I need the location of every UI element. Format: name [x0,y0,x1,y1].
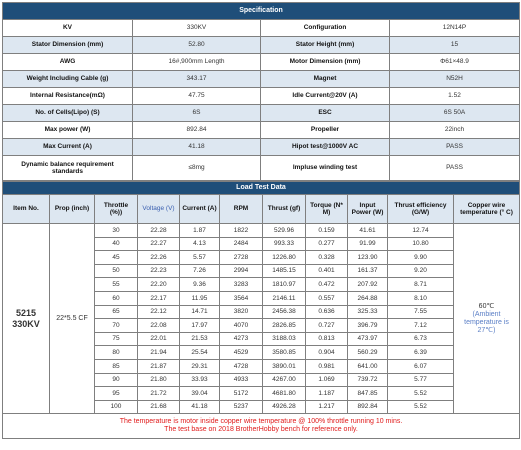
ambient-temp-note: (Ambient temperature is 27℃) [464,310,509,334]
input-power-cell: 207.92 [348,278,388,292]
voltage-cell: 22.20 [138,278,180,292]
col-rpm: RPM [220,195,263,224]
spec-value: 6S [133,105,261,122]
efficiency-cell: 9.90 [388,251,454,265]
efficiency-cell: 6.39 [388,346,454,360]
thrust-cell: 3188.03 [263,332,306,346]
copper-temp-cell [454,224,520,414]
spec-label: AWG [3,54,133,71]
efficiency-cell: 6.73 [388,332,454,346]
spec-label: Dynamic balance requirement standards [3,156,133,181]
spec-value: N52H [390,71,520,88]
specification-title: Specification [3,3,520,20]
input-power-cell: 396.79 [348,319,388,333]
spec-row [3,156,520,181]
torque-cell: 0.636 [306,305,348,319]
torque-cell: 0.727 [306,319,348,333]
spec-value: 892.84 [133,122,261,139]
efficiency-cell: 9.20 [388,264,454,278]
input-power-cell: 739.72 [348,373,388,387]
thrust-cell: 2456.38 [263,305,306,319]
rpm-cell: 4529 [220,346,263,360]
efficiency-cell: 8.71 [388,278,454,292]
spec-value: PASS [390,156,520,181]
current-cell: 25.54 [180,346,220,360]
spec-row [3,122,520,139]
spec-label: Idle Current@20V (A) [261,88,390,105]
spec-value: 330KV [133,20,261,37]
rpm-cell: 2994 [220,264,263,278]
rpm-cell: 4728 [220,359,263,373]
rpm-cell: 2484 [220,237,263,251]
rpm-cell: 4273 [220,332,263,346]
motor-kv: 330KV [12,318,40,329]
current-cell: 39.04 [180,387,220,401]
efficiency-cell: 7.55 [388,305,454,319]
spec-value: 12N14P [390,20,520,37]
rpm-cell: 2728 [220,251,263,265]
rpm-cell: 4070 [220,319,263,333]
efficiency-cell: 6.07 [388,359,454,373]
spec-label: Propeller [261,122,390,139]
voltage-cell: 21.94 [138,346,180,360]
spec-label: Max Current (A) [3,139,133,156]
voltage-cell: 21.68 [138,400,180,414]
voltage-cell: 21.80 [138,373,180,387]
torque-cell: 0.981 [306,359,348,373]
efficiency-cell: 5.77 [388,373,454,387]
load-test-title: Load Test Data [3,182,520,195]
spec-value: PASS [390,139,520,156]
table-row [3,224,520,238]
input-power-cell: 473.97 [348,332,388,346]
spec-value: 15 [390,37,520,54]
col-copper-temp: Copper wire temperature (° C) [454,195,520,224]
spec-row [3,71,520,88]
specification-table [2,2,520,181]
spec-value: 22inch [390,122,520,139]
spec-label: ESC [261,105,390,122]
col-thrust: Thrust (gf) [263,195,306,224]
throttle-cell: 45 [95,251,138,265]
current-cell: 17.97 [180,319,220,333]
spec-label: KV [3,20,133,37]
input-power-cell: 41.61 [348,224,388,238]
spec-label: Magnet [261,71,390,88]
throttle-cell: 90 [95,373,138,387]
thrust-cell: 4926.28 [263,400,306,414]
efficiency-cell: 5.52 [388,400,454,414]
rpm-cell: 4933 [220,373,263,387]
item-no-cell [3,224,50,414]
spec-label: Weight Including Cable (g) [3,71,133,88]
thrust-cell: 1485.15 [263,264,306,278]
footer-line-2: The test base on 2018 BrotherHobby bench for reference only. [164,426,358,434]
throttle-cell: 60 [95,291,138,305]
voltage-cell: 22.27 [138,237,180,251]
throttle-cell: 55 [95,278,138,292]
current-cell: 5.57 [180,251,220,265]
torque-cell: 1.187 [306,387,348,401]
torque-cell: 0.557 [306,291,348,305]
voltage-cell: 22.23 [138,264,180,278]
thrust-cell: 4267.00 [263,373,306,387]
spec-row [3,54,520,71]
voltage-cell: 22.08 [138,319,180,333]
input-power-cell: 91.99 [348,237,388,251]
input-power-cell: 264.88 [348,291,388,305]
current-cell: 9.36 [180,278,220,292]
throttle-cell: 30 [95,224,138,238]
thrust-cell: 2826.85 [263,319,306,333]
spec-label: Stator Dimension (mm) [3,37,133,54]
voltage-cell: 21.72 [138,387,180,401]
spec-row [3,20,520,37]
spec-label: Impluse winding test [261,156,390,181]
voltage-cell: 21.87 [138,359,180,373]
column-header-row [3,195,520,224]
spec-row [3,105,520,122]
throttle-cell: 100 [95,400,138,414]
copper-temp-value: 60℃ [478,302,495,310]
spec-value: 16#,900mm Length [133,54,261,71]
torque-cell: 0.904 [306,346,348,360]
torque-cell: 0.401 [306,264,348,278]
thrust-cell: 3580.85 [263,346,306,360]
input-power-cell: 325.33 [348,305,388,319]
spec-label: Stator Height (mm) [261,37,390,54]
col-throttle: Throttle (%)) [95,195,138,224]
current-cell: 11.95 [180,291,220,305]
thrust-cell: 3890.01 [263,359,306,373]
torque-cell: 0.813 [306,332,348,346]
thrust-cell: 529.96 [263,224,306,238]
voltage-cell: 22.17 [138,291,180,305]
efficiency-cell: 10.80 [388,237,454,251]
voltage-cell: 22.26 [138,251,180,265]
motor-model: 5215 [15,308,37,319]
input-power-cell: 847.85 [348,387,388,401]
throttle-cell: 95 [95,387,138,401]
torque-cell: 0.159 [306,224,348,238]
spec-label: No. of Cells(Lipo) (S) [3,105,133,122]
throttle-cell: 40 [95,237,138,251]
spec-value: 41.18 [133,139,261,156]
throttle-cell: 75 [95,332,138,346]
spec-label: Configuration [261,20,390,37]
col-voltage: Voltage (V) [138,195,180,224]
spec-row [3,37,520,54]
current-cell: 33.93 [180,373,220,387]
throttle-cell: 65 [95,305,138,319]
throttle-cell: 50 [95,264,138,278]
voltage-cell: 22.28 [138,224,180,238]
current-cell: 1.87 [180,224,220,238]
col-torque: Torque (N* M) [306,195,348,224]
input-power-cell: 161.37 [348,264,388,278]
torque-cell: 0.328 [306,251,348,265]
spec-value: 6S 50A [390,105,520,122]
current-cell: 14.71 [180,305,220,319]
load-test-table [2,181,520,439]
current-cell: 21.53 [180,332,220,346]
footer-note [3,414,520,439]
current-cell: 41.18 [180,400,220,414]
current-cell: 7.26 [180,264,220,278]
thrust-cell: 1810.97 [263,278,306,292]
torque-cell: 1.217 [306,400,348,414]
efficiency-cell: 12.74 [388,224,454,238]
spec-label: Motor Dimension (mm) [261,54,390,71]
rpm-cell: 3283 [220,278,263,292]
throttle-cell: 80 [95,346,138,360]
rpm-cell: 3820 [220,305,263,319]
col-item-no: Item No. [3,195,50,224]
spec-value: 1.52 [390,88,520,105]
torque-cell: 1.069 [306,373,348,387]
voltage-cell: 22.12 [138,305,180,319]
thrust-cell: 2146.11 [263,291,306,305]
spec-row [3,88,520,105]
current-cell: 4.13 [180,237,220,251]
throttle-cell: 70 [95,319,138,333]
spec-value: 47.75 [133,88,261,105]
efficiency-cell: 7.12 [388,319,454,333]
throttle-cell: 85 [95,359,138,373]
torque-cell: 0.277 [306,237,348,251]
spec-label: Max power (W) [3,122,133,139]
col-prop: Prop (inch) [50,195,95,224]
spec-value: ≤8mg [133,156,261,181]
efficiency-cell: 5.52 [388,387,454,401]
spec-row [3,139,520,156]
footer-line-1: The temperature is motor inside copper wire temperature @ 100% throttle running 10 mins. [119,418,403,426]
col-current: Current (A) [180,195,220,224]
spec-value: 52.80 [133,37,261,54]
thrust-cell: 1226.80 [263,251,306,265]
prop-cell: 22*5.5 CF [50,224,95,414]
spec-label: Internal Resistance(mΩ) [3,88,133,105]
footer-note-row [3,414,520,439]
rpm-cell: 5172 [220,387,263,401]
rpm-cell: 1822 [220,224,263,238]
input-power-cell: 123.90 [348,251,388,265]
spec-label: Hipot test@1000V AC [261,139,390,156]
input-power-cell: 641.00 [348,359,388,373]
thrust-cell: 4681.80 [263,387,306,401]
input-power-cell: 560.29 [348,346,388,360]
rpm-cell: 3564 [220,291,263,305]
efficiency-cell: 8.10 [388,291,454,305]
col-thrust-efficiency: Thrust efficiency (G/W) [388,195,454,224]
col-input-power: Input Power (W) [348,195,388,224]
voltage-cell: 22.01 [138,332,180,346]
current-cell: 29.31 [180,359,220,373]
spec-value: Φ61×48.9 [390,54,520,71]
spec-value: 343.17 [133,71,261,88]
input-power-cell: 892.84 [348,400,388,414]
rpm-cell: 5237 [220,400,263,414]
thrust-cell: 993.33 [263,237,306,251]
torque-cell: 0.472 [306,278,348,292]
